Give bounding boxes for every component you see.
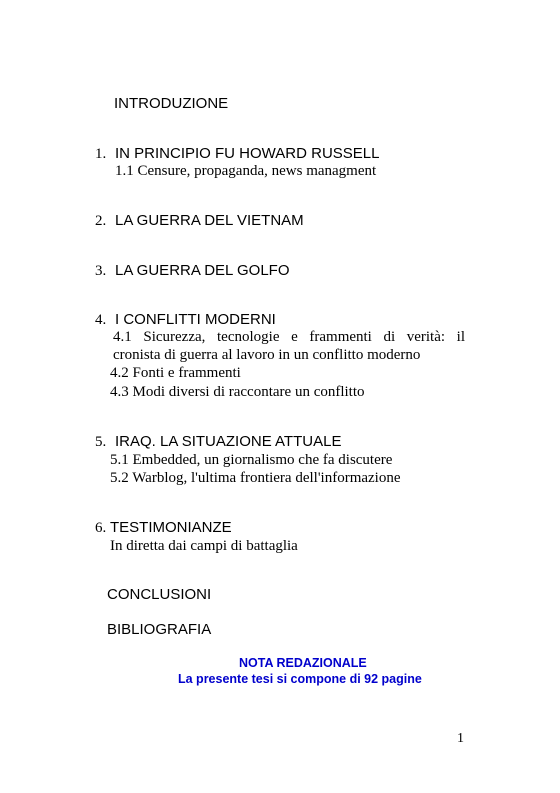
toc-section-1-1: 1.1 Censure, propaganda, news managment xyxy=(115,163,377,179)
toc-section-4-1-line-1: 4.1 Sicurezza, tecnologie e frammenti di verità: il xyxy=(113,329,465,345)
chapter-title: TESTIMONIANZE xyxy=(110,519,232,536)
chapter-title: LA GUERRA DEL VIETNAM xyxy=(115,212,304,229)
chapter-number: 5. xyxy=(95,434,107,450)
toc-introduzione: INTRODUZIONE xyxy=(114,95,229,112)
toc-section-5-1: 5.1 Embedded, un giornalismo che fa discutere xyxy=(110,452,393,468)
toc-chapter-4 xyxy=(95,311,276,329)
toc-bibliografia: BIBLIOGRAFIA xyxy=(107,621,212,638)
note-heading: NOTA REDAZIONALE xyxy=(239,656,367,670)
toc-section-6-1: In diretta dai campi di battaglia xyxy=(110,538,298,554)
chapter-title: IN PRINCIPIO FU HOWARD RUSSELL xyxy=(115,145,380,162)
toc-chapter-2 xyxy=(95,212,304,230)
chapter-number: 4. xyxy=(95,312,107,328)
page-number: 1 xyxy=(457,731,464,746)
toc-section-5-2: 5.2 Warblog, l'ultima frontiera dell'informazione xyxy=(110,470,401,486)
chapter-number: 3. xyxy=(95,263,107,279)
toc-chapter-6 xyxy=(95,519,232,537)
chapter-number: 2. xyxy=(95,213,107,229)
toc-conclusioni: CONCLUSIONI xyxy=(107,586,212,603)
toc-section-4-3: 4.3 Modi diversi di raccontare un conflitto xyxy=(110,384,365,400)
note-text: La presente tesi si compone di 92 pagine xyxy=(178,672,422,686)
chapter-title: LA GUERRA DEL GOLFO xyxy=(115,262,290,279)
chapter-number: 1. xyxy=(95,146,107,162)
chapter-number: 6. xyxy=(95,520,107,536)
toc-section-4-1-line-2: cronista di guerra al lavoro in un conflitto moderno xyxy=(113,347,421,363)
toc-chapter-1 xyxy=(95,145,380,163)
toc-section-4-2: 4.2 Fonti e frammenti xyxy=(110,365,241,381)
toc-chapter-3 xyxy=(95,262,290,280)
chapter-title: I CONFLITTI MODERNI xyxy=(115,311,276,328)
toc-chapter-5 xyxy=(95,433,342,451)
chapter-title: IRAQ. LA SITUAZIONE ATTUALE xyxy=(115,433,342,450)
